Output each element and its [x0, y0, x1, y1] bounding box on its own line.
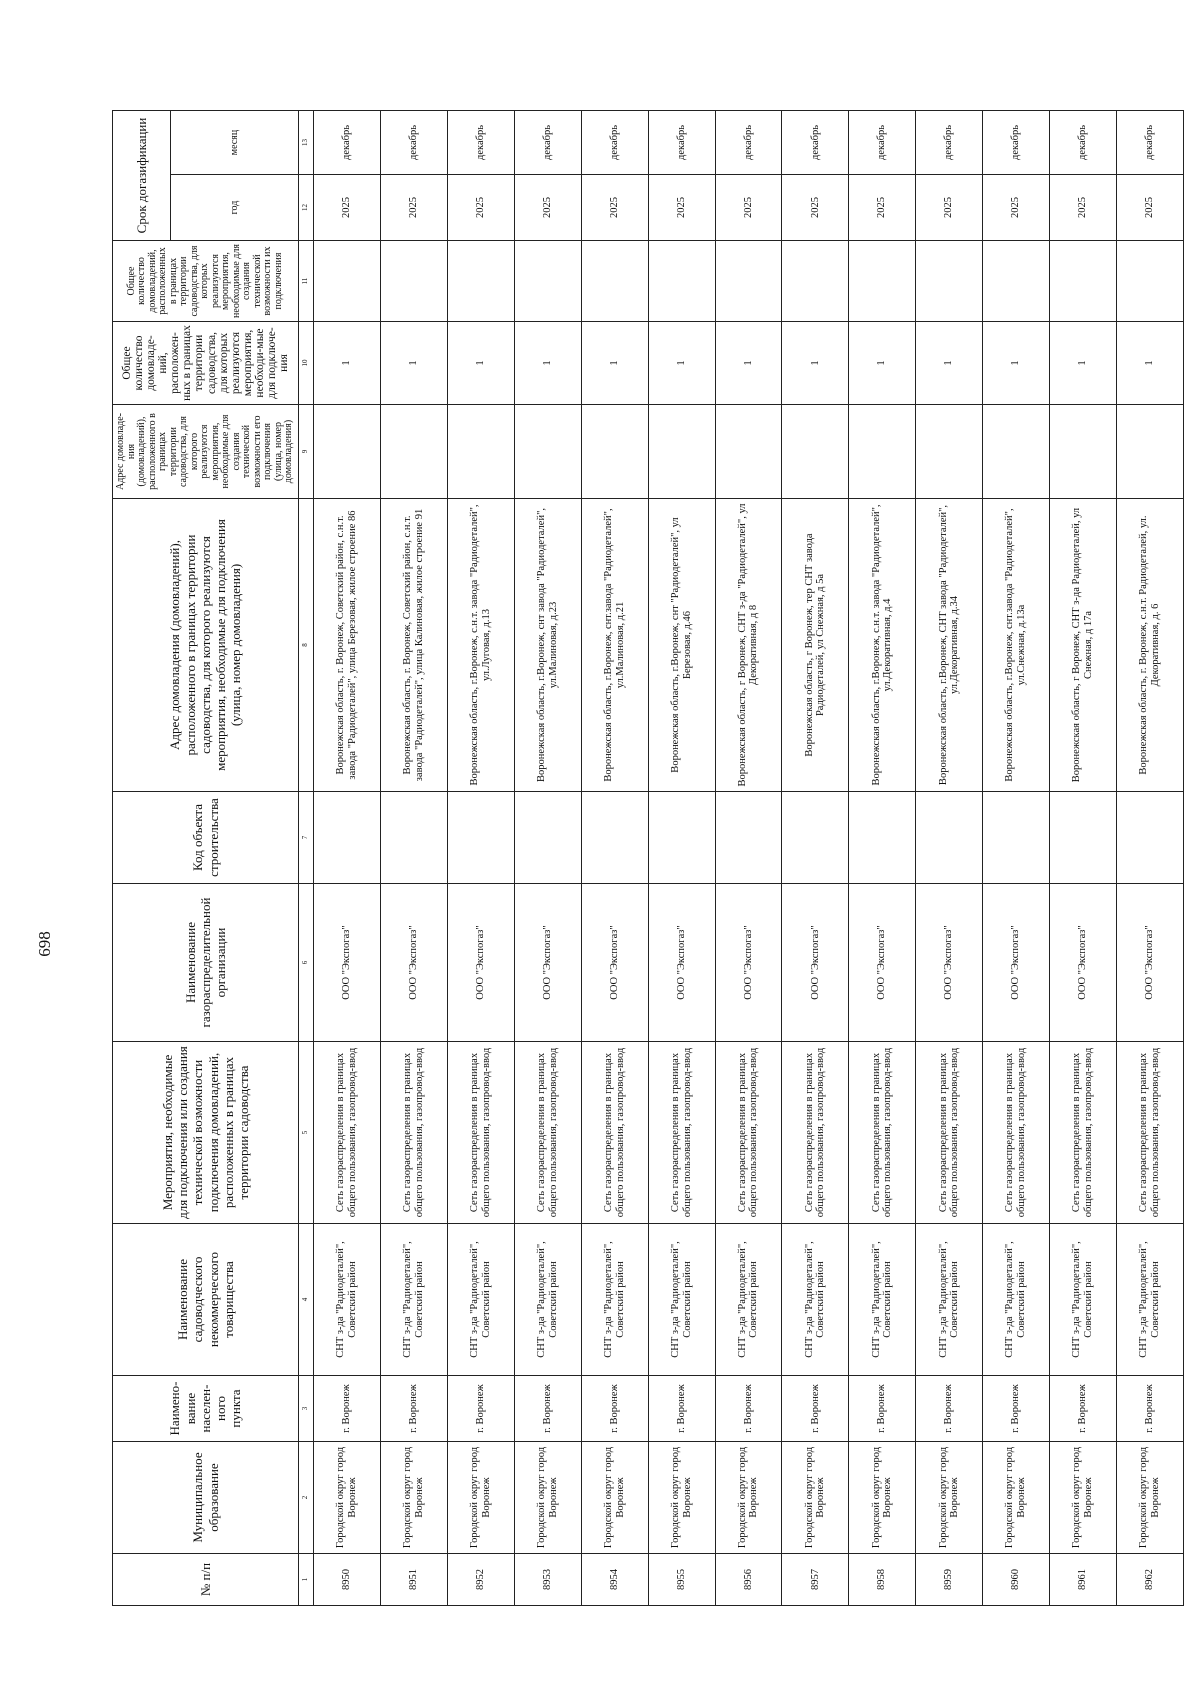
- cell-municipality: Городской округ город Воронеж: [1050, 1442, 1117, 1554]
- cell-month: декабрь: [447, 111, 514, 175]
- cell-settlement: г. Воронеж: [514, 1376, 581, 1442]
- cell-settlement: г. Воронеж: [916, 1376, 983, 1442]
- cell-gas-org: ООО "Экспогаз": [782, 884, 849, 1042]
- cell-address: Воронежская область, г.Воронеж, снт завода "Радиодеталей", ул.Малиновая, д.23: [514, 499, 581, 792]
- cell-measures: Сеть газораспределения в границах общего пользования, газопровод-ввод: [1117, 1042, 1184, 1224]
- cell-month: декабрь: [1050, 111, 1117, 175]
- cell-address-tech: [1117, 405, 1184, 499]
- cell-year: 2025: [1050, 175, 1117, 241]
- cell-address-tech: [983, 405, 1050, 499]
- cell-total-count: 1: [983, 322, 1050, 405]
- cell-measures: Сеть газораспределения в границах общего пользования, газопровод-ввод: [648, 1042, 715, 1224]
- cell-total-count-tech: [1050, 241, 1117, 322]
- cell-month: декабрь: [380, 111, 447, 175]
- cell-num: 8955: [648, 1554, 715, 1606]
- cell-year: 2025: [715, 175, 782, 241]
- cell-address-tech: [514, 405, 581, 499]
- table-row: [314, 111, 381, 1606]
- table-body: [314, 111, 1184, 1606]
- cell-settlement: г. Воронеж: [380, 1376, 447, 1442]
- cell-snt: СНТ з-да "Радиодеталей", Советский район: [514, 1224, 581, 1376]
- column-number: 6: [299, 884, 314, 1042]
- cell-settlement: г. Воронеж: [581, 1376, 648, 1442]
- cell-settlement: г. Воронеж: [983, 1376, 1050, 1442]
- column-number: 7: [299, 792, 314, 884]
- cell-total-count: 1: [1117, 322, 1184, 405]
- cell-total-count-tech: [849, 241, 916, 322]
- cell-address-tech: [314, 405, 381, 499]
- cell-year: 2025: [314, 175, 381, 241]
- cell-gas-org: ООО "Экспогаз": [1117, 884, 1184, 1042]
- cell-num: 8960: [983, 1554, 1050, 1606]
- header-municipality: Муниципальное образование: [113, 1442, 299, 1554]
- cell-num: 8962: [1117, 1554, 1184, 1606]
- cell-address: Воронежская область, г.Воронеж, СНТ завода "Радиодеталей", ул.Декоративная, д.34: [916, 499, 983, 792]
- table-row: [581, 111, 648, 1606]
- header-num: № п/п: [113, 1554, 299, 1606]
- cell-year: 2025: [782, 175, 849, 241]
- column-number: 9: [299, 405, 314, 499]
- cell-total-count-tech: [581, 241, 648, 322]
- column-number: 11: [299, 241, 314, 322]
- table-row: [447, 111, 514, 1606]
- table-row: [648, 111, 715, 1606]
- cell-address-tech: [1050, 405, 1117, 499]
- cell-month: декабрь: [782, 111, 849, 175]
- cell-month: декабрь: [314, 111, 381, 175]
- cell-total-count: 1: [380, 322, 447, 405]
- header-measures: Мероприятия, необходимые для подключения или создания технической возможности подключения домовладений, расположенных в границах территории садоводства: [113, 1042, 299, 1224]
- cell-total-count: 1: [648, 322, 715, 405]
- cell-municipality: Городской округ город Воронеж: [983, 1442, 1050, 1554]
- cell-gas-org: ООО "Экспогаз": [715, 884, 782, 1042]
- cell-object-code: [447, 792, 514, 884]
- cell-month: декабрь: [916, 111, 983, 175]
- cell-year: 2025: [380, 175, 447, 241]
- column-number: 4: [299, 1224, 314, 1376]
- cell-address: Воронежская область, г.Воронеж, снт "Радиодеталей", ул Березовая, д.46: [648, 499, 715, 792]
- column-number: 1: [299, 1554, 314, 1606]
- cell-gas-org: ООО "Экспогаз": [314, 884, 381, 1042]
- cell-snt: СНТ з-да "Радиодеталей", Советский район: [849, 1224, 916, 1376]
- cell-snt: СНТ з-да "Радиодеталей", Советский район: [916, 1224, 983, 1376]
- column-number: 10: [299, 322, 314, 405]
- cell-total-count-tech: [1117, 241, 1184, 322]
- cell-municipality: Городской округ город Воронеж: [849, 1442, 916, 1554]
- cell-measures: Сеть газораспределения в границах общего пользования, газопровод-ввод: [983, 1042, 1050, 1224]
- cell-snt: СНТ з-да "Радиодеталей", Советский район: [380, 1224, 447, 1376]
- cell-snt: СНТ з-да "Радиодеталей", Советский район: [447, 1224, 514, 1376]
- header-object-code: Код объекта строительства: [113, 792, 299, 884]
- cell-month: декабрь: [581, 111, 648, 175]
- cell-object-code: [380, 792, 447, 884]
- cell-object-code: [648, 792, 715, 884]
- cell-num: 8961: [1050, 1554, 1117, 1606]
- cell-municipality: Городской округ город Воронеж: [648, 1442, 715, 1554]
- cell-total-count-tech: [983, 241, 1050, 322]
- header-total-count-tech: Общее количество домовладений, расположенных в границах территории садоводства, для которых реализуются мероприятия, необходимые для создания технической возможности их подключения: [113, 241, 299, 322]
- cell-snt: СНТ з-да "Радиодеталей", Советский район: [715, 1224, 782, 1376]
- cell-municipality: Городской округ город Воронеж: [447, 1442, 514, 1554]
- cell-address: Воронежская область, г.Воронеж, с.н.т. завода "Радиодеталей", ул.Луговая, д.13: [447, 499, 514, 792]
- cell-month: декабрь: [849, 111, 916, 175]
- cell-address-tech: [916, 405, 983, 499]
- cell-total-count: 1: [715, 322, 782, 405]
- header-deadline: Срок догазификации: [113, 111, 171, 241]
- cell-total-count: 1: [514, 322, 581, 405]
- cell-object-code: [916, 792, 983, 884]
- column-number: 12: [299, 175, 314, 241]
- header-snt: Наименование садоводческого некоммерческого товарищества: [113, 1224, 299, 1376]
- header-address: Адрес домовладения (домовладений), расположенного в границах территории садоводства, для которого реализуются мероприятия, необходимые для подключения (улица, номер домовладения): [113, 499, 299, 792]
- table-row: [1050, 111, 1117, 1606]
- cell-snt: СНТ з-да "Радиодеталей", Советский район: [581, 1224, 648, 1376]
- cell-gas-org: ООО "Экспогаз": [581, 884, 648, 1042]
- cell-month: декабрь: [1117, 111, 1184, 175]
- cell-settlement: г. Воронеж: [782, 1376, 849, 1442]
- header-total-count: Общее количество домовладе-ний, расположен-ных в границах территории садоводства, для которых реализуются мероприятия, необходи-мые для подключе-ния: [113, 322, 299, 405]
- cell-address-tech: [849, 405, 916, 499]
- cell-object-code: [581, 792, 648, 884]
- cell-num: 8956: [715, 1554, 782, 1606]
- cell-object-code: [849, 792, 916, 884]
- table-row: [983, 111, 1050, 1606]
- cell-total-count-tech: [782, 241, 849, 322]
- cell-address-tech: [715, 405, 782, 499]
- page-number: 698: [35, 931, 54, 957]
- table-row: [380, 111, 447, 1606]
- cell-month: декабрь: [715, 111, 782, 175]
- cell-object-code: [1050, 792, 1117, 884]
- cell-address: Воронежская область, г. Воронеж, Советский район, с.н.т. завода "Радиодеталей", улица Калиновая, жилое строение 91: [380, 499, 447, 792]
- cell-total-count: 1: [314, 322, 381, 405]
- table-row: [849, 111, 916, 1606]
- header-year: год: [171, 175, 299, 241]
- cell-municipality: Городской округ город Воронеж: [782, 1442, 849, 1554]
- cell-year: 2025: [648, 175, 715, 241]
- cell-address-tech: [581, 405, 648, 499]
- cell-total-count-tech: [314, 241, 381, 322]
- cell-gas-org: ООО "Экспогаз": [648, 884, 715, 1042]
- cell-address-tech: [648, 405, 715, 499]
- cell-object-code: [514, 792, 581, 884]
- cell-num: 8952: [447, 1554, 514, 1606]
- cell-month: декабрь: [983, 111, 1050, 175]
- cell-gas-org: ООО "Экспогаз": [983, 884, 1050, 1042]
- cell-gas-org: ООО "Экспогаз": [514, 884, 581, 1042]
- cell-address-tech: [782, 405, 849, 499]
- cell-year: 2025: [514, 175, 581, 241]
- cell-address: Воронежская область, г Воронеж, СНТ з-да Радиодеталей, ул Снежная, д 17а: [1050, 499, 1117, 792]
- cell-address: Воронежская область, г Воронеж, тер СНТ завода Радиодеталей, ул Снежная, д 5а: [782, 499, 849, 792]
- cell-year: 2025: [581, 175, 648, 241]
- cell-address: Воронежская область, г. Воронеж, с.н.т. Радиодеталей, ул. Декоративная, д. 6: [1117, 499, 1184, 792]
- cell-municipality: Городской округ город Воронеж: [581, 1442, 648, 1554]
- cell-num: 8958: [849, 1554, 916, 1606]
- table-row: [782, 111, 849, 1606]
- column-number: 2: [299, 1442, 314, 1554]
- header-month: месяц: [171, 111, 299, 175]
- cell-total-count-tech: [715, 241, 782, 322]
- cell-month: декабрь: [514, 111, 581, 175]
- cell-address-tech: [447, 405, 514, 499]
- cell-settlement: г. Воронеж: [849, 1376, 916, 1442]
- cell-gas-org: ООО "Экспогаз": [1050, 884, 1117, 1042]
- cell-snt: СНТ з-да "Радиодеталей", Советский район: [983, 1224, 1050, 1376]
- cell-measures: Сеть газораспределения в границах общего пользования, газопровод-ввод: [916, 1042, 983, 1224]
- cell-address: Воронежская область, г.Воронеж, снт.завода "Радиодеталей", ул.Снежная, д.13а: [983, 499, 1050, 792]
- cell-total-count: 1: [581, 322, 648, 405]
- cell-year: 2025: [916, 175, 983, 241]
- cell-total-count: 1: [447, 322, 514, 405]
- table-row: [1117, 111, 1184, 1606]
- column-number: 5: [299, 1042, 314, 1224]
- cell-total-count-tech: [648, 241, 715, 322]
- column-number-row: [299, 111, 314, 1606]
- cell-gas-org: ООО "Экспогаз": [916, 884, 983, 1042]
- cell-total-count: 1: [849, 322, 916, 405]
- column-number: 8: [299, 499, 314, 792]
- header-settlement: Наимено-вание населен-ного пункта: [113, 1376, 299, 1442]
- table-row: [514, 111, 581, 1606]
- table-row: [715, 111, 782, 1606]
- cell-total-count: 1: [1050, 322, 1117, 405]
- cell-measures: Сеть газораспределения в границах общего пользования, газопровод-ввод: [715, 1042, 782, 1224]
- cell-settlement: г. Воронеж: [447, 1376, 514, 1442]
- cell-month: декабрь: [648, 111, 715, 175]
- cell-measures: Сеть газораспределения в границах общего пользования, газопровод-ввод: [849, 1042, 916, 1224]
- cell-num: 8959: [916, 1554, 983, 1606]
- cell-total-count: 1: [782, 322, 849, 405]
- cell-total-count-tech: [380, 241, 447, 322]
- cell-municipality: Городской округ город Воронеж: [380, 1442, 447, 1554]
- cell-object-code: [983, 792, 1050, 884]
- cell-measures: Сеть газораспределения в границах общего пользования, газопровод-ввод: [581, 1042, 648, 1224]
- cell-object-code: [782, 792, 849, 884]
- cell-settlement: г. Воронеж: [715, 1376, 782, 1442]
- cell-num: 8957: [782, 1554, 849, 1606]
- cell-snt: СНТ з-да "Радиодеталей", Советский район: [1050, 1224, 1117, 1376]
- cell-object-code: [314, 792, 381, 884]
- cell-total-count-tech: [916, 241, 983, 322]
- cell-measures: Сеть газораспределения в границах общего пользования, газопровод-ввод: [514, 1042, 581, 1224]
- cell-address: Воронежская область, г. Воронеж, Советский район, с.н.т. завода "Радиодеталей", улица Березовая, жилое строение 86: [314, 499, 381, 792]
- cell-object-code: [1117, 792, 1184, 884]
- cell-total-count-tech: [514, 241, 581, 322]
- cell-snt: СНТ з-да "Радиодеталей", Советский район: [648, 1224, 715, 1376]
- cell-gas-org: ООО "Экспогаз": [849, 884, 916, 1042]
- cell-gas-org: ООО "Экспогаз": [380, 884, 447, 1042]
- cell-settlement: г. Воронеж: [314, 1376, 381, 1442]
- cell-year: 2025: [1117, 175, 1184, 241]
- cell-object-code: [715, 792, 782, 884]
- cell-settlement: г. Воронеж: [648, 1376, 715, 1442]
- cell-gas-org: ООО "Экспогаз": [447, 884, 514, 1042]
- column-number: 13: [299, 111, 314, 175]
- header-address-tech: Адрес домовладе-ния (домовладений), расположенного в границах территории садоводства, для которого реализуются мероприятия, необходимые для создания технической возможности его подключения (улица, номер домовладения): [113, 405, 299, 499]
- cell-measures: Сеть газораспределения в границах общего пользования, газопровод-ввод: [1050, 1042, 1117, 1224]
- cell-measures: Сеть газораспределения в границах общего пользования, газопровод-ввод: [314, 1042, 381, 1224]
- cell-measures: Сеть газораспределения в границах общего пользования, газопровод-ввод: [447, 1042, 514, 1224]
- cell-snt: СНТ з-да "Радиодеталей", Советский район: [1117, 1224, 1184, 1376]
- cell-settlement: г. Воронеж: [1050, 1376, 1117, 1442]
- cell-address-tech: [380, 405, 447, 499]
- cell-municipality: Городской округ город Воронеж: [514, 1442, 581, 1554]
- cell-num: 8954: [581, 1554, 648, 1606]
- cell-measures: Сеть газораспределения в границах общего пользования, газопровод-ввод: [782, 1042, 849, 1224]
- cell-address: Воронежская область, г.Воронеж, с.н.т. завода "Радиодеталей", ул.Декоративная, д.4: [849, 499, 916, 792]
- column-number: 3: [299, 1376, 314, 1442]
- rotated-table-container: [112, 111, 1184, 1606]
- cell-snt: СНТ з-да "Радиодеталей", Советский район: [314, 1224, 381, 1376]
- table-row: [916, 111, 983, 1606]
- cell-snt: СНТ з-да "Радиодеталей", Советский район: [782, 1224, 849, 1376]
- cell-year: 2025: [447, 175, 514, 241]
- cell-total-count-tech: [447, 241, 514, 322]
- cell-year: 2025: [983, 175, 1050, 241]
- cell-address: Воронежская область, г.Воронеж, снт.завода "Радиодеталей", ул.Малиновая, д.21: [581, 499, 648, 792]
- gasification-table: [112, 110, 1184, 1606]
- header-gas-org: Наименование газораспределительной организации: [113, 884, 299, 1042]
- cell-municipality: Городской округ город Воронеж: [1117, 1442, 1184, 1554]
- cell-num: 8950: [314, 1554, 381, 1606]
- cell-num: 8953: [514, 1554, 581, 1606]
- cell-municipality: Городской округ город Воронеж: [916, 1442, 983, 1554]
- cell-municipality: Городской округ город Воронеж: [715, 1442, 782, 1554]
- cell-num: 8951: [380, 1554, 447, 1606]
- cell-measures: Сеть газораспределения в границах общего пользования, газопровод-ввод: [380, 1042, 447, 1224]
- cell-total-count: 1: [916, 322, 983, 405]
- cell-settlement: г. Воронеж: [1117, 1376, 1184, 1442]
- cell-year: 2025: [849, 175, 916, 241]
- cell-address: Воронежская область, г Воронеж, СНТ з-да "Радиодеталей", ул Декоративная, д 8: [715, 499, 782, 792]
- cell-municipality: Городской округ город Воронеж: [314, 1442, 381, 1554]
